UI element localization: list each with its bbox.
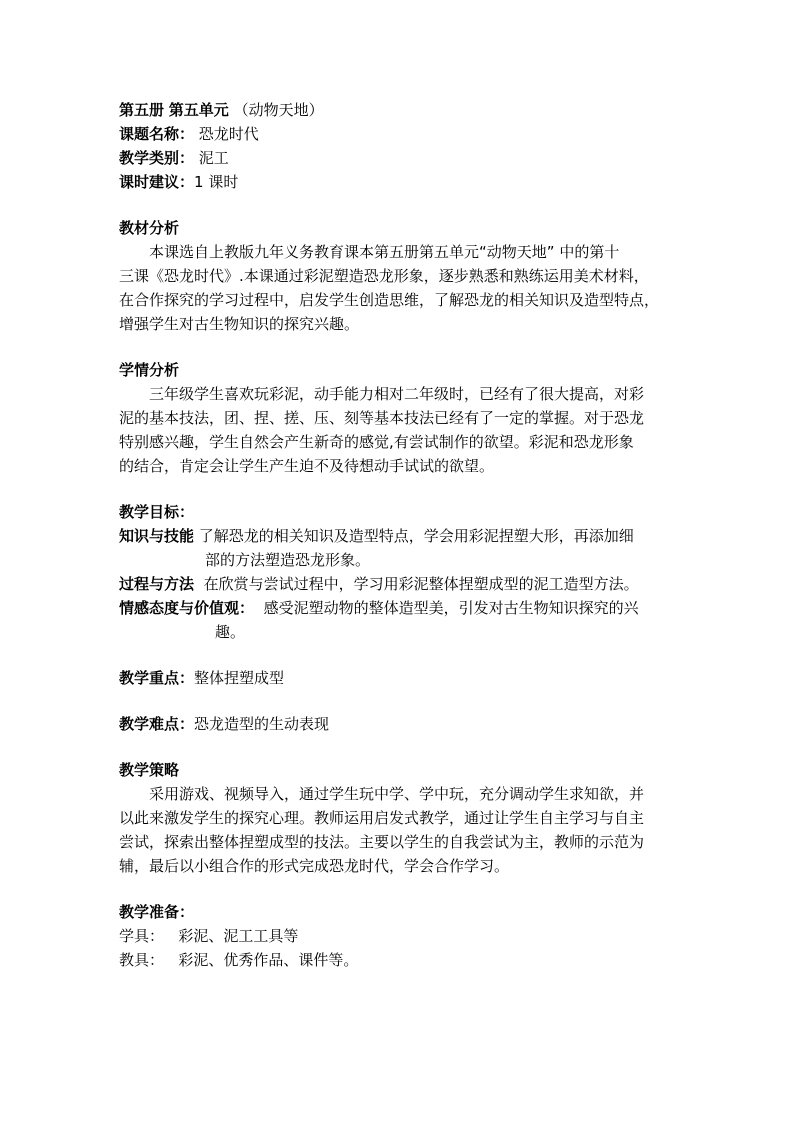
emotion-goal-cont: 趣。 xyxy=(215,623,246,641)
title-line xyxy=(119,122,679,146)
header-line xyxy=(119,98,679,122)
strategy-line: 辅，最后以小组合作的形式完成恐龙时代，学会合作学习。 xyxy=(119,857,510,875)
knowledge-goal xyxy=(119,524,679,548)
student-tools-value: 彩泥、泥工工具等 xyxy=(178,927,299,945)
preparation-heading: 教学准备： xyxy=(119,903,195,921)
key-point-value: 整体捏塑成型 xyxy=(194,669,285,687)
goals-heading: 教学目标： xyxy=(119,503,195,521)
unit-label: 第五单元 xyxy=(168,101,229,119)
category-label: 教学类别： xyxy=(119,149,195,167)
analysis-paragraph xyxy=(119,240,675,264)
teacher-tools-line xyxy=(119,948,679,972)
title-label: 课题名称： xyxy=(119,125,195,143)
unit-theme: （动物天地） xyxy=(233,101,324,119)
key-point-label: 教学重点： xyxy=(119,669,195,687)
students-paragraph xyxy=(119,382,675,406)
analysis-heading: 教材分析 xyxy=(119,219,180,237)
students-line: 的结合，肯定会让学生产生迫不及待想动手试试的欲望。 xyxy=(119,457,495,475)
analysis-paragraph-cont xyxy=(119,264,679,336)
book-label: 第五册 xyxy=(119,101,165,119)
student-tools-label: 学具： xyxy=(119,927,165,945)
analysis-line: 本课选自上教版九年义务教育课本第五册第五单元“动物天地” 中的第十 xyxy=(149,243,620,261)
difficult-point-value: 恐龙造型的生动表现 xyxy=(194,715,330,733)
process-goal xyxy=(119,572,679,596)
strategy-line: 以此来激发学生的探究心理。教师运用启发式教学，通过让学生自主学习与自主 xyxy=(119,809,645,827)
hours-line xyxy=(119,170,679,194)
students-line: 三年级学生喜欢玩彩泥，动手能力相对二年级时，已经有了很大提高，对彩 xyxy=(149,385,645,403)
teacher-tools-label: 教具： xyxy=(119,951,165,969)
analysis-line: 增强学生对古生物知识的探究兴趣。 xyxy=(119,315,360,333)
difficult-point-line xyxy=(119,712,679,736)
process-label: 过程与方法 xyxy=(119,575,195,593)
title-value: 恐龙时代 xyxy=(198,125,259,143)
strategy-line: 采用游戏、视频导入，通过学生玩中学、学中玩，充分调动学生求知欲，并 xyxy=(149,785,645,803)
emotion-text: 感受泥塑动物的整体造型美，引发对古生物知识探究的兴 xyxy=(263,599,639,617)
hours-value: 1 课时 xyxy=(194,173,239,191)
students-line: 泥的基本技法，团、捏、搓、压、刻等基本技法已经有了一定的掌握。对于恐龙 xyxy=(119,409,645,427)
hours-label: 课时建议： xyxy=(119,173,195,191)
lesson-plan-document xyxy=(119,98,679,972)
knowledge-text: 了解恐龙的相关知识及造型特点，学会用彩泥捏塑大形，再添加细 xyxy=(198,527,634,545)
students-paragraph-cont xyxy=(119,406,679,478)
knowledge-label: 知识与技能 xyxy=(119,527,195,545)
student-tools-line xyxy=(119,924,679,948)
emotion-label: 情感态度与价值观： xyxy=(119,599,255,617)
emotion-goal xyxy=(119,596,679,620)
students-heading: 学情分析 xyxy=(119,361,180,379)
knowledge-goal-cont: 部的方法塑造恐龙形象。 xyxy=(205,551,371,569)
difficult-point-label: 教学难点： xyxy=(119,715,195,733)
strategy-paragraph xyxy=(119,782,675,806)
key-point-line xyxy=(119,666,679,690)
category-value: 泥工 xyxy=(198,149,229,167)
teacher-tools-value: 彩泥、优秀作品、课件等。 xyxy=(178,951,359,969)
strategy-paragraph-cont xyxy=(119,806,679,878)
students-line: 特别感兴趣，学生自然会产生新奇的感觉,有尝试制作的欲望。彩泥和恐龙形象 xyxy=(119,433,634,451)
strategy-heading: 教学策略 xyxy=(119,761,180,779)
strategy-line: 尝试，探索出整体捏塑成型的技法。主要以学生的自我尝试为主，教师的示范为 xyxy=(119,833,645,851)
analysis-line: 在合作探究的学习过程中，启发学生创造思维，了解恐龙的相关知识及造型特点， xyxy=(119,291,660,309)
process-text: 在欣赏与尝试过程中，学习用彩泥整体捏塑成型的泥工造型方法。 xyxy=(203,575,639,593)
analysis-line: 三课《恐龙时代》.本课通过彩泥塑造恐龙形象，逐步熟悉和熟练运用美术材料， xyxy=(119,267,649,285)
category-line xyxy=(119,146,679,170)
